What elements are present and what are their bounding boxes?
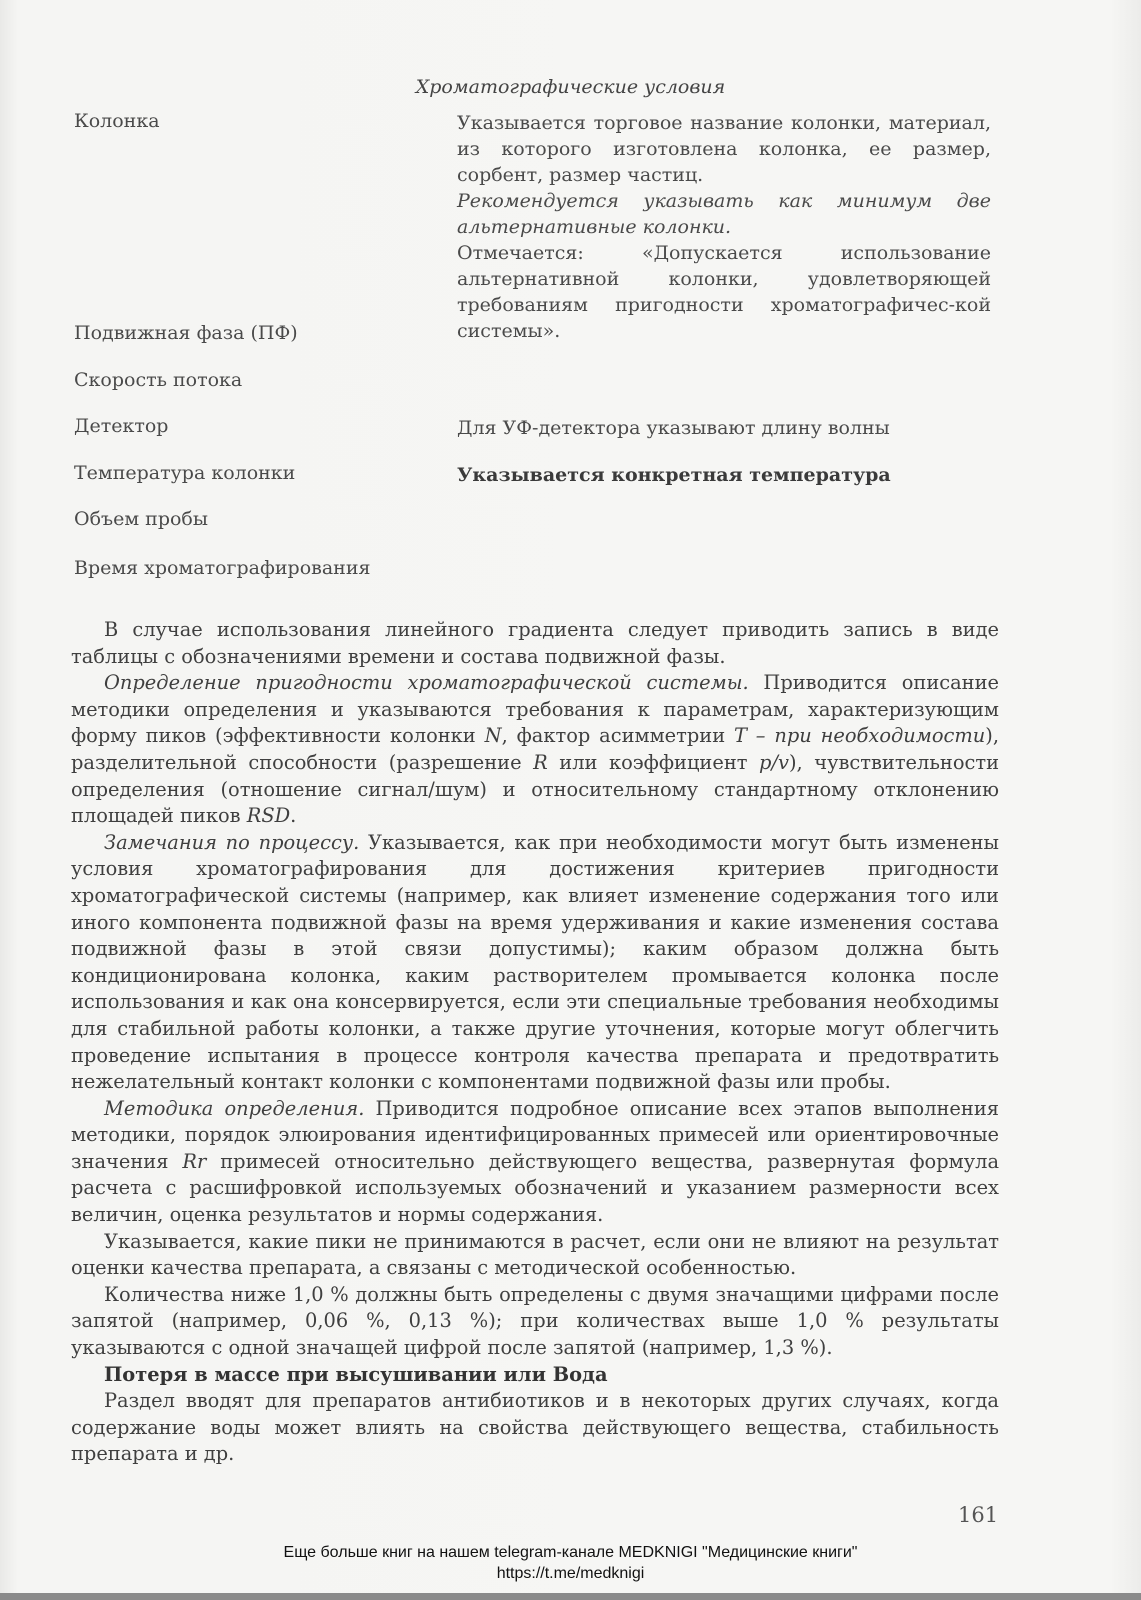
paragraph-text: ), чувствительности определения (отношение сигнал/шум) и относительному стандартному отклонению площадей пиков [71,750,1000,828]
system-suitability-title: Определение пригодности хроматографической системы. [104,671,749,695]
section-caption: Хроматографические условия [415,76,726,98]
column-desc-text: Указывается торговое название колонки, материал, из которого изготовлена колонка, ее размер, сорбент, размер частиц. [457,112,991,186]
paragraph-text: ), разделительной способности (разрешение [71,724,999,774]
row-label-detector: Детектор [74,415,169,437]
footer-link[interactable]: https://t.me/medknigi [496,1565,645,1582]
paragraph-peaks: Указывается, какие пики не принимаются в расчет, если они не влияют на результат оценки качества препарата, а связаны с методической особенностью. [71,1229,999,1280]
section-heading-loss-on-drying: Потеря в массе при высушивании или Вода [104,1362,608,1386]
method-title: Методика определения. [104,1096,365,1120]
row-label-mobile-phase: Подвижная фаза (ПФ) [74,322,298,344]
row-label-sample-volume: Объем пробы [74,508,208,530]
column-desc-recommendation: Рекомендуется указывать как минимум две альтернативные колонки. [457,190,991,238]
symbol-rsd: RSD [246,804,291,828]
bottom-scan-edge [0,1593,1141,1600]
row-label-flow-rate: Скорость потока [74,369,243,391]
footer-watermark [0,1542,1141,1584]
row-desc-column-temperature: Указывается конкретная температура [457,464,891,486]
paragraph-text: или коэффициент [547,750,760,774]
paragraph-gradient: В случае использования линейного градиента следует приводить запись в виде таблицы с обозначениями времени и состава подвижной фазы. [71,618,999,668]
paragraph-process-notes [71,830,999,1096]
symbol-r: R [533,750,548,774]
paragraph-text: , фактор асимметрии [501,724,734,748]
process-notes-title: Замечания по процессу. [104,830,360,854]
row-label-chromatography-time: Время хроматографирования [74,557,371,579]
paragraph-text: Указывается, как при необходимости могут быть изменены условия хроматографирования для достижения критериев пригодности хроматографической системы (например, как влияет изменение содержания того или иного компонента подвижной фазы на время удерживания и какие изменения состава подвижной фазы в этой связи допустимы); каким образом должна быть кондиционирована колонка, каким растворителем промывается колонка после использования и как она консервируется, если эти специальные требования необходимы для стабильной работы колонки, а также другие уточнения, которые могут облегчить проведение испытания в процессе контроля качества препарата и предотвратить нежелательный контакт колонки с компонентами подвижной фазы или пробы. [71,830,999,1094]
paragraph-system-suitability [71,670,999,830]
footer-line-1: Еще больше книг на нашем telegram-канале MEDKNIGI "Медицинские книги" [283,1544,858,1561]
paragraph-text: Приводится описание методики определения и указываются требования к параметрам, характеризующим форму пиков (эффективности колонки [71,671,999,748]
paragraph-method [71,1096,999,1229]
body-text [71,617,999,1468]
paragraph-water: Раздел вводят для препаратов антибиотиков и в некоторых других случаях, когда содержание воды может влиять на свойства действующего вещества, стабильность препарата и др. [71,1389,999,1466]
row-desc-detector: Для УФ-детектора указывают длину волны [457,417,890,439]
row-label-column: Колонка [74,110,160,132]
paragraph-text: Приводится подробное описание всех этапов выполнения методики, порядок элюирования идентифицированных примесей или ориентировочные значения [71,1096,999,1173]
page-number: 161 [958,1503,999,1527]
column-desc-note: Отмечается: «Допускается использование альтернативной колонки, удовлетворяющей требованиям пригодности хроматографичес-кой системы». [457,242,991,342]
paragraph-quantities: Количества ниже 1,0 % должны быть определены с двумя значащими цифрами после запятой (например, 0,06 %, 0,13 %); при количествах выше 1,0 % результаты указываются с одной значащей цифрой после запятой (например, 1,3 %). [71,1282,999,1360]
symbol-rr: Rr [182,1149,207,1173]
paragraph-text: примесей относительно действующего вещества, развернутая формула расчета с расшифровкой используемых обозначений и указанием размерности всех величин, оценка результатов и нормы содержания. [71,1149,1000,1227]
row-desc-column [457,110,991,344]
symbol-n: N [484,724,502,748]
symbol-pv: p/v [759,750,789,774]
paragraph-text: . [290,804,297,828]
row-label-column-temperature: Температура колонки [74,462,296,484]
symbol-t: T – при необходимости [734,724,986,748]
